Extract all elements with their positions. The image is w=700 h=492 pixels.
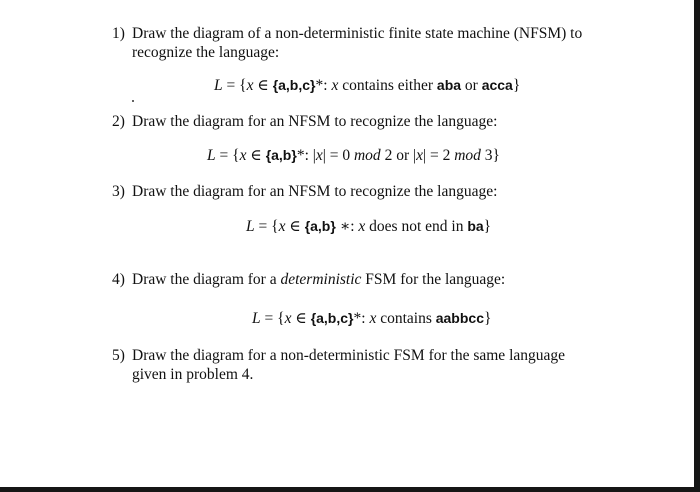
right-border	[694, 0, 700, 492]
formula-3: L = {x ∈ {a,b} ∗: x does not end in ba}	[246, 218, 492, 235]
problem-text: Draw the diagram for a non-deterministic FSM for the same language given in problem 4.	[132, 347, 566, 383]
problem-number: 3)	[112, 183, 125, 200]
formula-1: L = {x ∈ {a,b,c}*: x contains either aba or acca}	[214, 77, 521, 94]
problem-text: Draw the diagram for an NFSM to recognize the language:	[132, 113, 498, 130]
formula-4: L = {x ∈ {a,b,c}*: x contains aabbcc}	[252, 310, 492, 327]
problem-text: Draw the diagram for a deterministic FSM for the language:	[132, 271, 506, 288]
stray-dot	[132, 100, 134, 102]
problem-number: 5)	[112, 347, 125, 364]
problem-number: 2)	[112, 113, 125, 130]
formula-2: L = {x ∈ {a,b}*: |x| = 0 mod 2 or |x| = 2 mod 3}	[207, 147, 500, 164]
bottom-border	[0, 487, 700, 492]
problem-number: 4)	[112, 271, 125, 288]
problem-text: Draw the diagram for an NFSM to recognize the language:	[132, 183, 498, 200]
problem-text: Draw the diagram of a non-deterministic finite state machine (NFSM) to recognize the language:	[132, 25, 583, 61]
problem-number: 1)	[112, 25, 125, 42]
